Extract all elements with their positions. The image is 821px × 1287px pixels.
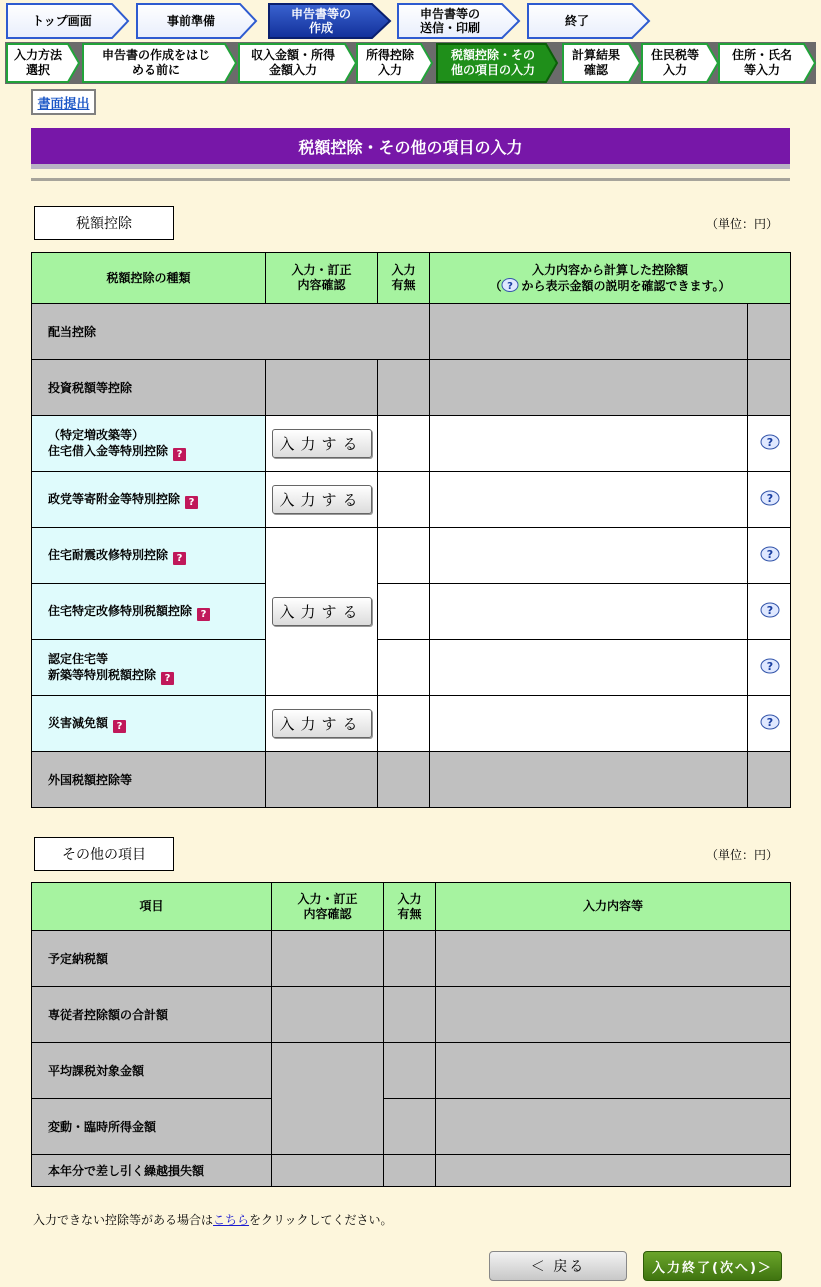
unavailable-note xyxy=(33,1211,393,1228)
cell-confirm xyxy=(272,931,384,987)
help-bubble-icon[interactable] xyxy=(758,434,780,451)
row-housing-loan-credit xyxy=(32,416,266,472)
cell-help xyxy=(748,304,791,360)
step-top[interactable]: トップ画面 xyxy=(32,14,92,28)
step-create: 申告書等の 作成 xyxy=(290,7,351,35)
row-label: 認定住宅等 新築等特別税額控除 xyxy=(48,651,157,682)
cell-confirm xyxy=(272,987,384,1043)
row-foreign-tax-credit: 外国税額控除等 xyxy=(32,752,266,808)
cell-has-input xyxy=(384,1099,436,1155)
cell-confirm xyxy=(266,360,378,416)
cell-help xyxy=(748,640,791,696)
step-end[interactable]: 終了 xyxy=(564,14,589,28)
help-bubble-icon[interactable] xyxy=(758,490,780,507)
row-carryforward-loss: 本年分で差し引く繰越損失額 xyxy=(32,1155,272,1187)
sub-step-resident-tax[interactable]: 住民税等 入力 xyxy=(650,48,699,77)
help-bubble-icon[interactable] xyxy=(758,546,780,563)
page-title: 税額控除・その他の項目の入力 xyxy=(31,128,790,169)
note-suffix: をクリックしてください。 xyxy=(249,1213,393,1227)
sub-step-result[interactable]: 計算結果 確認 xyxy=(571,48,620,77)
col-header-type: 税額控除の種類 xyxy=(32,253,266,304)
cell-amount xyxy=(430,696,748,752)
svg-text:?: ? xyxy=(766,547,774,561)
row-label: （特定増改築等） 住宅借入金等特別控除 xyxy=(48,427,169,458)
here-link[interactable]: こちら xyxy=(213,1213,250,1227)
other-items-table xyxy=(31,882,791,1187)
cell-confirm xyxy=(266,752,378,808)
divider xyxy=(31,178,790,181)
sub-step-deduction[interactable]: 所得控除 入力 xyxy=(365,48,414,77)
sub-step-address[interactable]: 住所・氏名 等入力 xyxy=(731,48,792,77)
step-prep[interactable]: 事前準備 xyxy=(166,14,215,28)
cell-help xyxy=(748,528,791,584)
cell-amount xyxy=(430,304,748,360)
cell-help xyxy=(748,360,791,416)
svg-text:?: ? xyxy=(766,435,774,449)
cell-confirm xyxy=(266,696,378,752)
row-certified-housing-credit xyxy=(32,640,266,696)
tax-credit-unit: （単位：円） xyxy=(706,217,779,231)
row-disaster-reduction xyxy=(32,696,266,752)
col-header-has-input: 入力 有無 xyxy=(378,253,430,304)
svg-text:?: ? xyxy=(766,659,774,673)
cell-amount xyxy=(430,416,748,472)
help-bubble-icon[interactable] xyxy=(758,658,780,675)
svg-text:?: ? xyxy=(766,603,774,617)
cell-has-input xyxy=(384,1043,436,1099)
cell-amount xyxy=(430,584,748,640)
cell-help xyxy=(748,752,791,808)
row-seismic-retrofit-credit xyxy=(32,528,266,584)
sub-step-before[interactable]: 申告書の作成をはじ める前に xyxy=(101,48,210,77)
input-button-housing-loan[interactable]: 入力する xyxy=(272,429,372,458)
col-header-confirm: 入力・訂正 内容確認 xyxy=(272,883,384,931)
sub-step-income[interactable]: 収入金額・所得 金額入力 xyxy=(250,48,335,77)
input-button-disaster[interactable]: 入力する xyxy=(272,709,372,738)
cell-has-input xyxy=(378,696,430,752)
help-bubble-glyph: ? xyxy=(507,280,514,292)
help-bubble-icon xyxy=(501,278,521,293)
cell-has-input xyxy=(378,472,430,528)
cell-has-input xyxy=(384,1155,436,1187)
question-icon[interactable]: ? xyxy=(173,448,186,461)
finish-input-next-button[interactable]: 入力終了(次へ)＞ xyxy=(643,1251,782,1281)
col-header-amount xyxy=(430,253,791,304)
svg-text:?: ? xyxy=(766,715,774,729)
sub-step-method[interactable]: 入力方法 選択 xyxy=(13,48,62,77)
row-label: 政党等寄附金等特別控除 xyxy=(48,491,181,506)
row-dedicated-employee-deduction: 専従者控除額の合計額 xyxy=(32,987,272,1043)
cell-has-input xyxy=(378,360,430,416)
tax-credit-section-label: 税額控除 xyxy=(34,206,174,240)
cell-has-input xyxy=(378,640,430,696)
row-average-taxation: 平均課税対象金額 xyxy=(32,1043,272,1099)
cell-help xyxy=(748,696,791,752)
other-unit: （単位：円） xyxy=(706,848,779,862)
cell-confirm xyxy=(266,416,378,472)
cell-has-input xyxy=(384,987,436,1043)
col-header-has-input: 入力 有無 xyxy=(384,883,436,931)
cell-content xyxy=(436,1043,791,1099)
cell-has-input xyxy=(378,416,430,472)
cell-confirm xyxy=(266,472,378,528)
cell-help xyxy=(748,416,791,472)
question-icon[interactable]: ? xyxy=(197,608,210,621)
cell-has-input xyxy=(378,528,430,584)
cell-help xyxy=(748,584,791,640)
cell-content xyxy=(436,1099,791,1155)
back-button[interactable]: ＜ 戻る xyxy=(489,1251,627,1281)
row-label: 住宅耐震改修特別控除 xyxy=(48,547,169,562)
cell-amount xyxy=(430,640,748,696)
cell-amount xyxy=(430,752,748,808)
question-icon[interactable]: ? xyxy=(185,496,198,509)
tax-credit-table xyxy=(31,252,791,808)
cell-confirm xyxy=(272,1155,384,1187)
svg-text:?: ? xyxy=(766,491,774,505)
cell-amount xyxy=(430,472,748,528)
cell-content xyxy=(436,987,791,1043)
col-header-amount-line2 xyxy=(430,278,790,294)
sub-step-tax-credit: 税額控除・その 他の項目の入力 xyxy=(450,48,535,77)
row-political-donation-credit xyxy=(32,472,266,528)
cell-confirm-shared xyxy=(272,1043,384,1155)
col-header-content: 入力内容等 xyxy=(436,883,791,931)
cell-amount xyxy=(430,528,748,584)
paren-text: から表示金額の説明を確認できます。） xyxy=(521,278,731,293)
cell-help xyxy=(748,472,791,528)
cell-confirm-shared xyxy=(266,528,378,696)
input-button-housing-renovation[interactable]: 入力する xyxy=(272,597,372,626)
row-variable-income: 変動・臨時所得金額 xyxy=(32,1099,272,1155)
question-icon[interactable]: ? xyxy=(173,552,186,565)
help-bubble-icon[interactable] xyxy=(758,714,780,731)
row-label: 災害減免額 xyxy=(48,715,109,730)
row-specific-renovation-credit xyxy=(32,584,266,640)
row-dividend-credit: 配当控除 xyxy=(32,304,430,360)
cell-amount xyxy=(430,360,748,416)
cell-content xyxy=(436,1155,791,1187)
question-icon[interactable]: ? xyxy=(161,672,174,685)
row-label: 住宅特定改修特別税額控除 xyxy=(48,603,193,618)
input-button-political-donation[interactable]: 入力する xyxy=(272,485,372,514)
question-icon[interactable]: ? xyxy=(113,720,126,733)
other-section-label: その他の項目 xyxy=(34,837,174,871)
step-send[interactable]: 申告書等の 送信・印刷 xyxy=(419,7,480,35)
col-header-amount-line1: 入力内容から計算した控除額 xyxy=(531,262,688,277)
cell-has-input xyxy=(384,931,436,987)
col-header-item: 項目 xyxy=(32,883,272,931)
cell-has-input xyxy=(378,752,430,808)
cell-content xyxy=(436,931,791,987)
cell-has-input xyxy=(378,584,430,640)
row-investment-credit: 投資税額等控除 xyxy=(32,360,266,416)
help-bubble-icon[interactable] xyxy=(758,602,780,619)
paren-open: （ xyxy=(489,278,502,293)
col-header-confirm: 入力・訂正 内容確認 xyxy=(266,253,378,304)
row-estimated-tax: 予定納税額 xyxy=(32,931,272,987)
paper-submission-link[interactable]: 書面提出 xyxy=(31,89,96,115)
note-prefix: 入力できない控除等がある場合は xyxy=(33,1213,214,1227)
